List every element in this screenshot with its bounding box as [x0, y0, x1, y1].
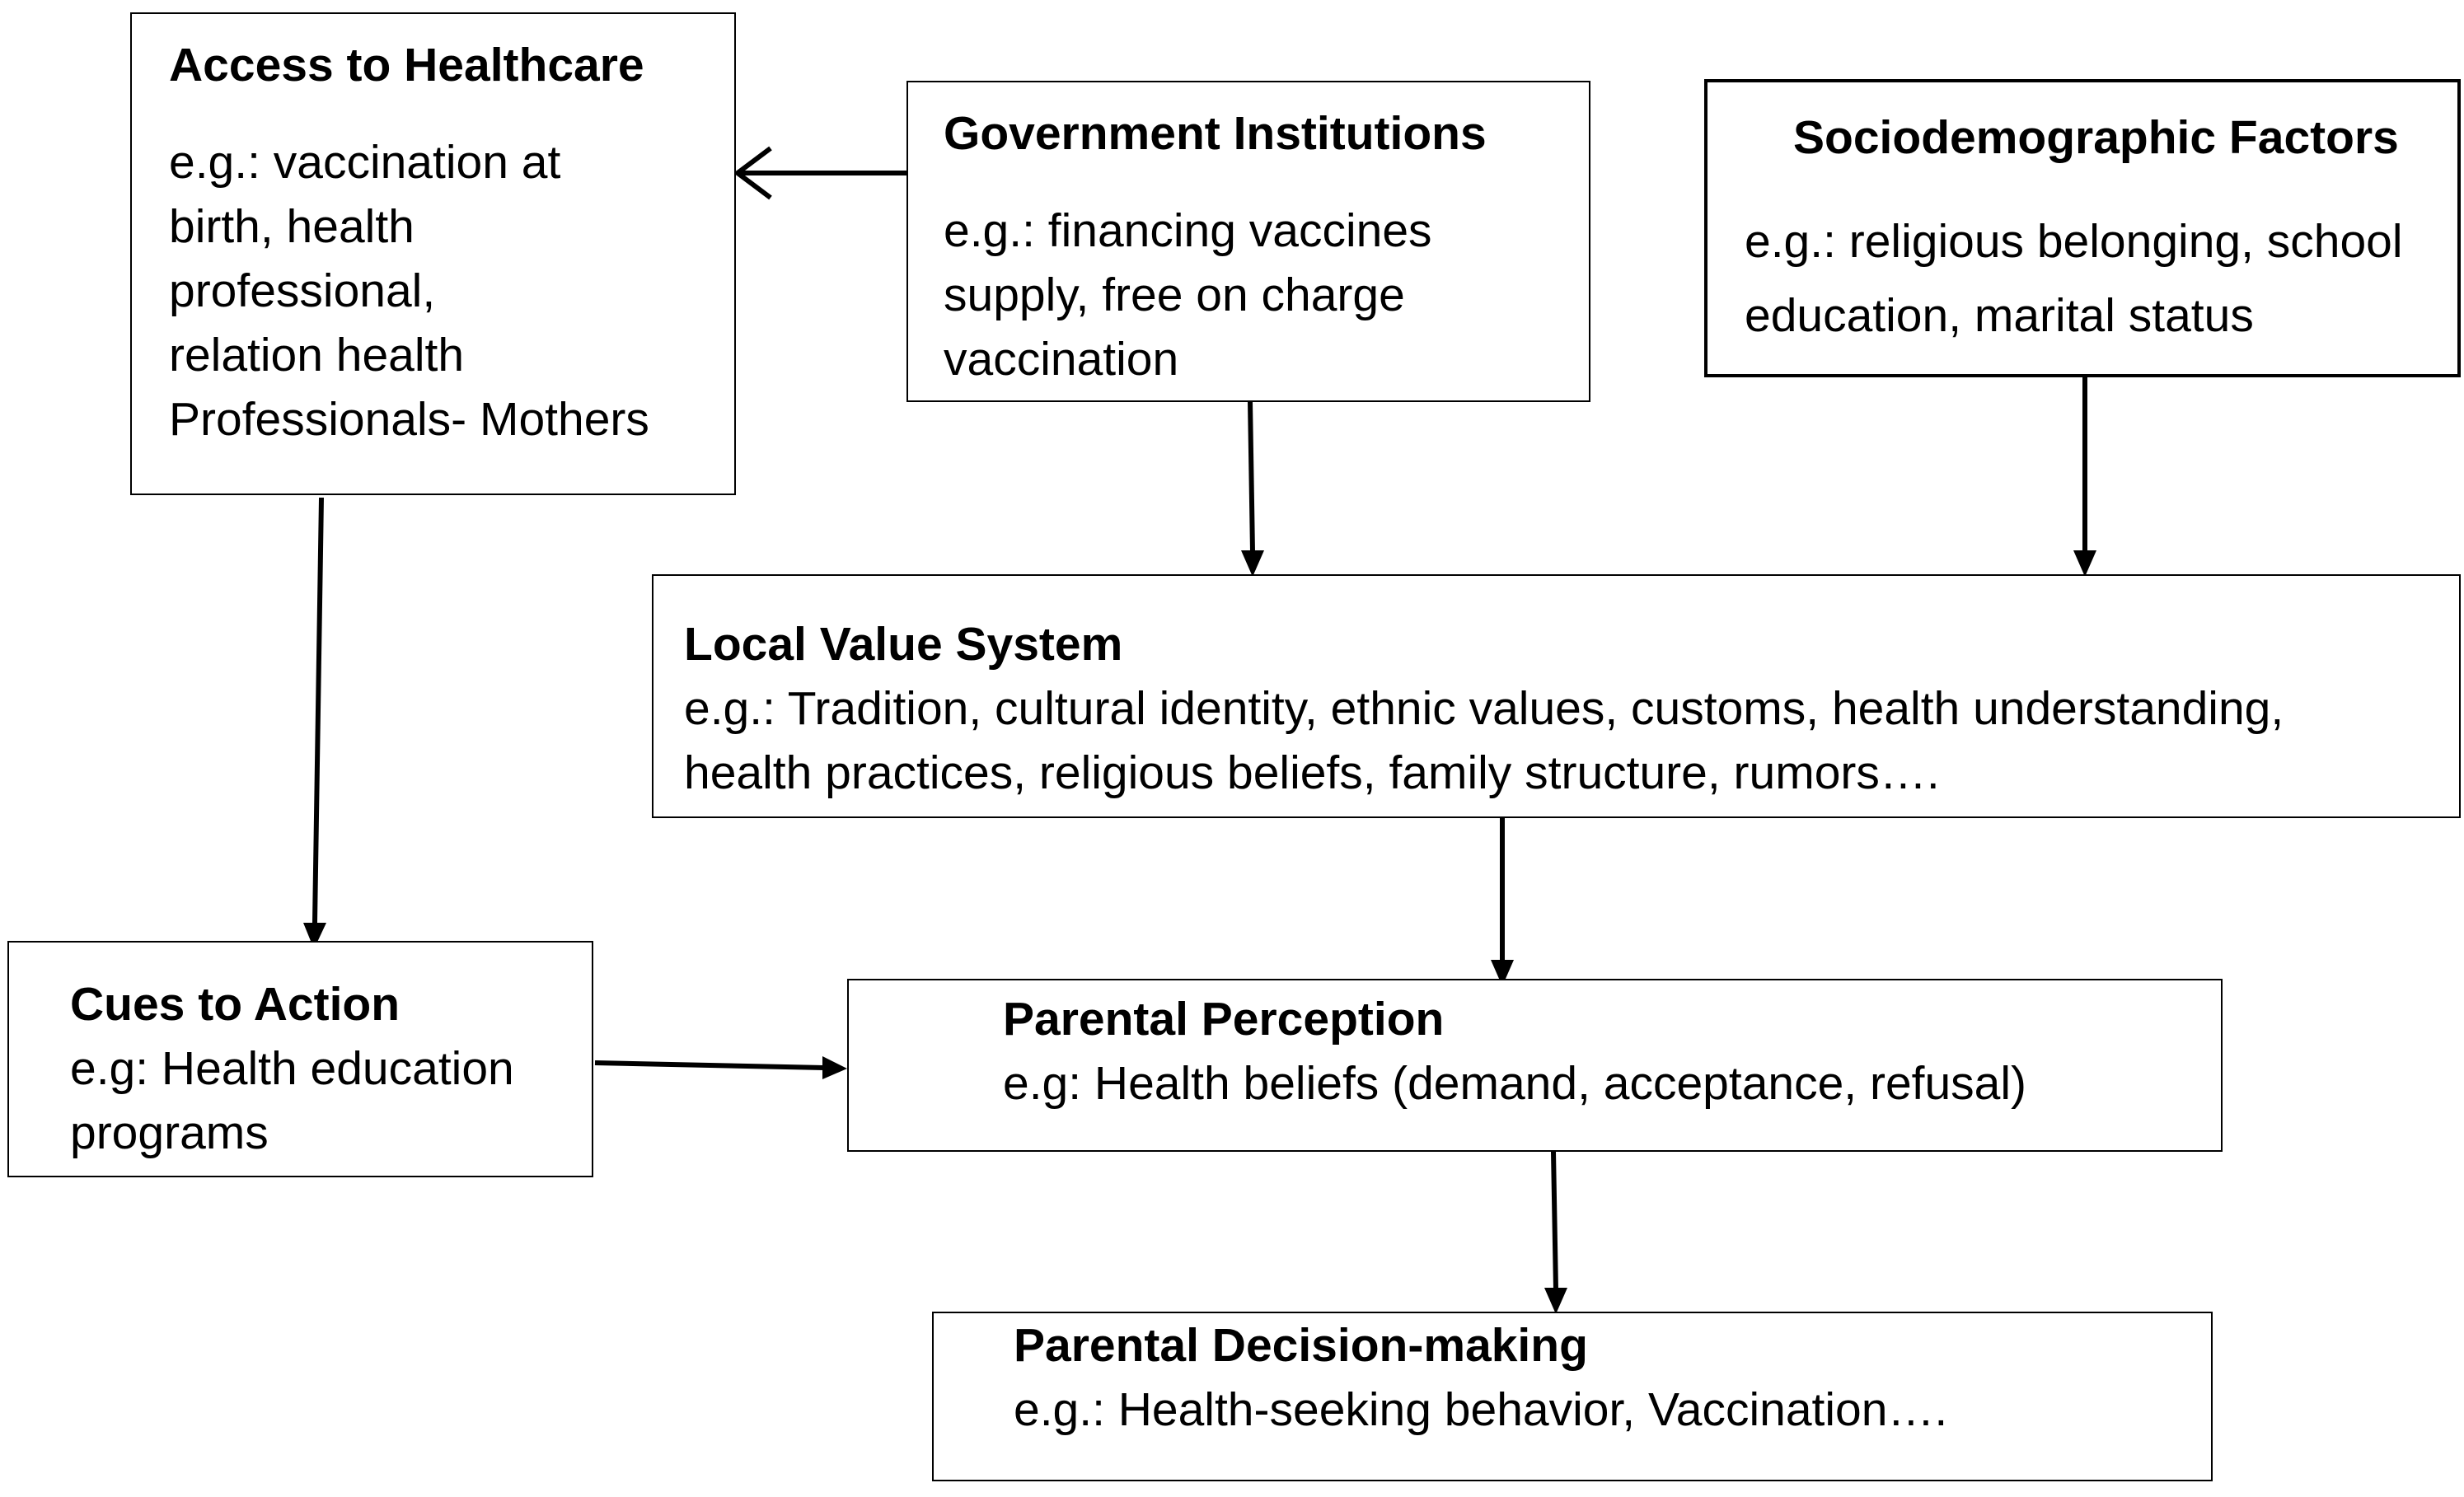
node-cues-to-action	[7, 941, 593, 1177]
node-title: Parental Perception	[1003, 993, 1445, 1046]
node-title: Parental Decision-making	[1014, 1319, 1588, 1372]
node-title: Access to Healthcare	[169, 39, 644, 91]
node-title: Local Value System	[684, 618, 1123, 671]
node-description	[1745, 204, 2403, 353]
arrow-access-to-cues	[303, 498, 326, 949]
node-description	[1014, 1378, 1947, 1442]
node-description-line: e.g: Health beliefs (demand, acceptance, refusal)	[1003, 1057, 2027, 1110]
node-description	[169, 130, 649, 451]
node-sociodemographic-factors	[1704, 79, 2461, 377]
node-title: Government Institutions	[944, 107, 1487, 160]
arrow-sociodemographic-to-local-value	[2073, 377, 2096, 577]
node-description	[684, 676, 2284, 805]
node-description-line: Professionals- Mothers	[169, 393, 649, 446]
node-title: Sociodemographic Factors	[1793, 111, 2399, 164]
node-description-line: health practices, religious beliefs, family structure, rumors….	[684, 746, 1940, 799]
arrow-cues-to-perception	[595, 1056, 847, 1079]
node-description-line: e.g.: Health-seeking behavior, Vaccination….	[1014, 1383, 1948, 1436]
node-government-institutions	[906, 81, 1590, 402]
node-description-line: e.g.: Tradition, cultural identity, ethnic values, customs, health understanding,	[684, 682, 2284, 735]
node-description-line: education, marital status	[1745, 289, 2254, 342]
node-description-line: programs	[70, 1106, 269, 1159]
arrow-government-to-local-value	[1241, 402, 1264, 577]
node-description-line: e.g: Health education	[70, 1042, 514, 1095]
node-description-line: e.g.: financing vaccines	[944, 204, 1432, 257]
node-parental-decision-making	[932, 1312, 2213, 1481]
arrow-government-to-access	[738, 148, 911, 198]
node-description-line: professional,	[169, 264, 436, 317]
node-access-to-healthcare	[130, 12, 736, 495]
node-title: Cues to Action	[70, 978, 401, 1031]
node-description-line: e.g.: religious belonging, school	[1745, 215, 2403, 268]
node-description	[1003, 1051, 2026, 1116]
node-parental-perception	[847, 979, 2223, 1152]
node-description-line: birth, health	[169, 200, 415, 253]
node-description-line: e.g.: vaccination at	[169, 136, 561, 189]
node-description	[944, 199, 1432, 391]
node-local-value-system	[652, 574, 2461, 818]
node-description-line: relation health	[169, 329, 465, 381]
node-description	[70, 1036, 514, 1165]
arrow-perception-to-decision	[1544, 1152, 1567, 1314]
arrow-local-value-to-perception	[1491, 818, 1514, 986]
node-description-line: supply, free on charge	[944, 269, 1405, 321]
node-description-line: vaccination	[944, 333, 1179, 386]
